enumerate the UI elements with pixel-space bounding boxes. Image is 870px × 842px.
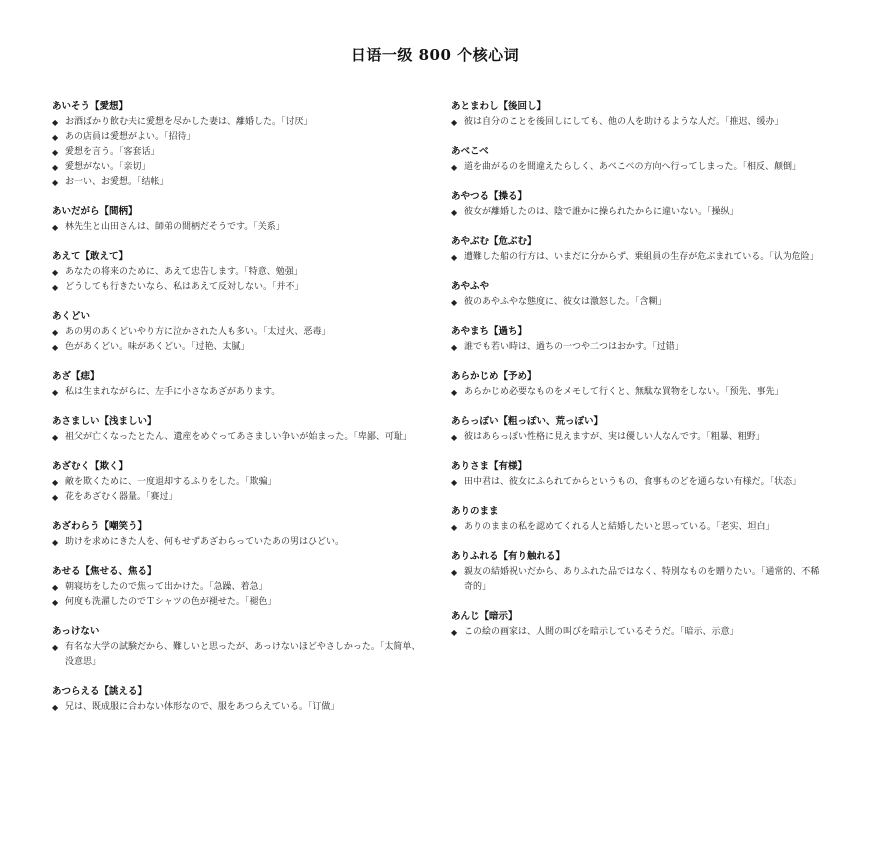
example-sentence — [451, 295, 821, 310]
entry-headword: あっけない — [52, 626, 100, 637]
example-sentence — [451, 205, 821, 220]
example-sentence — [451, 625, 821, 640]
example-text: この絵の画家は、人間の叫びを暗示しているそうだ。「暗示、示意」 — [464, 627, 739, 637]
vocab-entry — [451, 550, 821, 595]
bullet-diamond-icon: ◆ — [52, 328, 59, 337]
example-sentence — [52, 160, 422, 175]
bullet-diamond-icon: ◆ — [52, 118, 59, 127]
example-text: どうしても行きたいなら、私はあえて反対しない。「并不」 — [65, 282, 304, 292]
example-text: 遭難した船の行方は、いまだに分からず、乗組員の生存が危ぶまれている。「认为危险」 — [464, 252, 819, 262]
example-text: あの店員は愛想がよい。「招待」 — [65, 132, 196, 142]
page-title: 日语一级 800 个核心词 — [350, 46, 520, 64]
bullet-diamond-icon: ◆ — [451, 253, 458, 262]
example-text: 道を曲がるのを間違えたらしく、あべこべの方向へ行ってしまった。「相反、颠倒」 — [464, 162, 801, 172]
example-text: 林先生と山田さんは、師弟の間柄だそうです。「关系」 — [65, 222, 285, 232]
entry-headword: ありふれる【有り触れる】 — [451, 551, 566, 562]
example-sentence — [451, 340, 821, 355]
vocab-entry — [52, 415, 422, 445]
vocab-entry — [451, 505, 821, 535]
example-sentence — [52, 220, 422, 235]
bullet-diamond-icon: ◆ — [52, 133, 59, 142]
vocab-entry — [451, 100, 821, 130]
vocab-entry — [52, 460, 422, 505]
example-sentence — [52, 385, 422, 400]
example-text: 有名な大学の試験だから、難しいと思ったが、あっけないほどやさしかった。「太简单、没意思」 — [65, 642, 421, 667]
bullet-diamond-icon: ◆ — [52, 493, 59, 502]
example-text: 彼のあやふやな態度に、彼女は激怒した。「含糊」 — [464, 297, 667, 307]
example-text: 祖父が亡くなったとたん、遺産をめぐってあさましい争いが始まった。「卑鄙、可耻」 — [65, 432, 412, 442]
example-text: 色があくどい。味があくどい。「过艳、太腻」 — [65, 342, 250, 352]
entry-headword: あえて【敢えて】 — [52, 251, 129, 262]
bullet-diamond-icon: ◆ — [451, 208, 458, 217]
vocab-entry — [52, 625, 422, 670]
example-sentence — [52, 595, 422, 610]
example-text: 花をあざむく器量。「赛过」 — [65, 492, 178, 502]
right-column — [451, 100, 821, 655]
vocab-entry — [451, 415, 821, 445]
example-text: 彼は自分のことを後回しにしても、他の人を助けるような人だ。「推迟、缓办」 — [464, 117, 784, 127]
vocab-entry — [451, 460, 821, 490]
example-text: 朝寝坊をしたので焦って出かけた。「急躁、着急」 — [65, 582, 268, 592]
entry-headword: あざむく【欺く】 — [52, 461, 129, 472]
example-text: 何度も洗濯したのでＴシャツの色が褪せた。「褪色」 — [65, 597, 277, 607]
bullet-diamond-icon: ◆ — [52, 598, 59, 607]
bullet-diamond-icon: ◆ — [52, 148, 59, 157]
bullet-diamond-icon: ◆ — [451, 298, 458, 307]
bullet-diamond-icon: ◆ — [52, 268, 59, 277]
bullet-diamond-icon: ◆ — [52, 178, 59, 187]
example-sentence — [52, 130, 422, 145]
vocab-entry — [52, 250, 422, 295]
example-text: お一い、お愛想。「结帐」 — [65, 177, 169, 187]
entry-headword: あやつる【操る】 — [451, 191, 528, 202]
entry-headword: あざわらう【嘲笑う】 — [52, 521, 148, 532]
example-sentence — [451, 160, 821, 175]
bullet-diamond-icon: ◆ — [52, 703, 59, 712]
example-sentence — [451, 565, 821, 595]
bullet-diamond-icon: ◆ — [451, 523, 458, 532]
example-sentence — [451, 115, 821, 130]
vocab-entry — [451, 190, 821, 220]
example-text: お酒ばかり飲む夫に愛想を尽かした妻は、離婚した。「讨厌」 — [65, 117, 313, 127]
example-sentence — [52, 700, 422, 715]
vocab-entry — [52, 370, 422, 400]
example-sentence — [451, 520, 821, 535]
bullet-diamond-icon: ◆ — [52, 163, 59, 172]
entry-headword: あいだがら【間柄】 — [52, 206, 138, 217]
entry-headword: あべこべ — [451, 146, 489, 157]
bullet-diamond-icon: ◆ — [451, 478, 458, 487]
entry-headword: あやふや — [451, 281, 490, 292]
bullet-diamond-icon: ◆ — [451, 343, 458, 352]
bullet-diamond-icon: ◆ — [52, 283, 59, 292]
example-sentence — [52, 280, 422, 295]
example-text: 愛想を言う。「客套话」 — [65, 147, 160, 157]
bullet-diamond-icon: ◆ — [451, 433, 458, 442]
vocab-entry — [451, 280, 821, 310]
entry-headword: あやまち【過ち】 — [451, 326, 528, 337]
bullet-diamond-icon: ◆ — [451, 628, 458, 637]
entry-headword: あせる【焦せる、焦る】 — [52, 566, 157, 577]
example-sentence — [52, 265, 422, 280]
vocab-entry — [451, 610, 821, 640]
vocab-entry — [451, 145, 821, 175]
example-sentence — [52, 325, 422, 340]
bullet-diamond-icon: ◆ — [52, 343, 59, 352]
entry-headword: あらっぽい【粗っぽい、荒っぽい】 — [451, 416, 604, 427]
example-text: あなたの将来のために、あえて忠告します。「特意、勉强」 — [65, 267, 303, 277]
example-sentence — [52, 115, 422, 130]
example-text: 誰でも若い時は、過ちの一つや二つはおかす。「过错」 — [464, 342, 684, 352]
vocab-entry — [451, 325, 821, 355]
example-text: 親友の結婚祝いだから、ありふれた品ではなく、特別なものを贈りたい。「通常的、不稀奇的」 — [464, 567, 820, 592]
entry-headword: あさましい【浅ましい】 — [52, 416, 157, 427]
vocab-entry — [52, 310, 422, 355]
entry-headword: あらかじめ【予め】 — [451, 371, 537, 382]
example-text: 彼女が離婚したのは、陰で誰かに操られたからに違いない。「操纵」 — [464, 207, 739, 217]
entry-headword: ありさま【有様】 — [451, 461, 528, 472]
example-text: 愛想がない。「亲切」 — [65, 162, 151, 172]
example-text: 田中君は、彼女にふられてからというもの、食事ものどを通らない有様だ。「状态」 — [464, 477, 802, 487]
vocab-entry — [52, 205, 422, 235]
entry-headword: あざ【痣】 — [52, 371, 100, 382]
example-sentence — [52, 535, 422, 550]
example-sentence — [451, 250, 821, 265]
example-sentence — [52, 175, 422, 190]
bullet-diamond-icon: ◆ — [52, 433, 59, 442]
example-text: 敵を欺くために、一度退却するふりをした。「欺骗」 — [65, 477, 277, 487]
bullet-diamond-icon: ◆ — [52, 583, 59, 592]
vocab-entry — [52, 100, 422, 190]
example-text: あらかじめ必要なものをメモして行くと、無駄な買物をしない。「预先、事先」 — [464, 387, 784, 397]
example-sentence — [451, 430, 821, 445]
example-text: ありのままの私を認めてくれる人と結婚したいと思っている。「老实、坦白」 — [464, 522, 775, 532]
entry-headword: あやぶむ【危ぶむ】 — [451, 236, 537, 247]
vocab-entry — [451, 235, 821, 265]
example-text: 私は生まれながらに、左手に小さなあざがあります。 — [65, 387, 281, 397]
bullet-diamond-icon: ◆ — [451, 388, 458, 397]
example-sentence — [52, 640, 422, 670]
example-text: 助けを求めにきた人を、何もせずあざわらっていたあの男はひどい。 — [65, 537, 345, 547]
example-text: あの男のあくどいやり方に泣かされた人も多い。「太过火、恶毒」 — [65, 327, 331, 337]
entry-headword: あとまわし【後回し】 — [451, 101, 547, 112]
example-text: 兄は、既成服に合わない体形なので、服をあつらえている。「订做」 — [65, 702, 340, 712]
entry-headword: あいそう【愛想】 — [52, 101, 129, 112]
example-sentence — [52, 340, 422, 355]
example-sentence — [451, 385, 821, 400]
bullet-diamond-icon: ◆ — [451, 568, 458, 577]
example-sentence — [52, 580, 422, 595]
left-column — [52, 100, 422, 730]
example-sentence — [52, 490, 422, 505]
bullet-diamond-icon: ◆ — [52, 538, 59, 547]
vocab-entry — [52, 565, 422, 610]
vocab-entry — [52, 685, 422, 715]
vocab-entry — [52, 520, 422, 550]
example-sentence — [52, 475, 422, 490]
example-text: 彼はあらっぽい性格に見えますが、実は優しい人なんです。「粗暴、粗野」 — [464, 432, 765, 442]
bullet-diamond-icon: ◆ — [52, 223, 59, 232]
bullet-diamond-icon: ◆ — [52, 478, 59, 487]
vocab-entry — [451, 370, 821, 400]
bullet-diamond-icon: ◆ — [52, 388, 59, 397]
entry-headword: ありのまま — [451, 506, 499, 517]
entry-headword: あくどい — [52, 311, 91, 322]
bullet-diamond-icon: ◆ — [451, 118, 458, 127]
entry-headword: あんじ【暗示】 — [451, 611, 518, 622]
example-sentence — [451, 475, 821, 490]
example-sentence — [52, 430, 422, 445]
bullet-diamond-icon: ◆ — [451, 163, 458, 172]
entry-headword: あつらえる【誂える】 — [52, 686, 148, 697]
example-sentence — [52, 145, 422, 160]
bullet-diamond-icon: ◆ — [52, 643, 59, 652]
